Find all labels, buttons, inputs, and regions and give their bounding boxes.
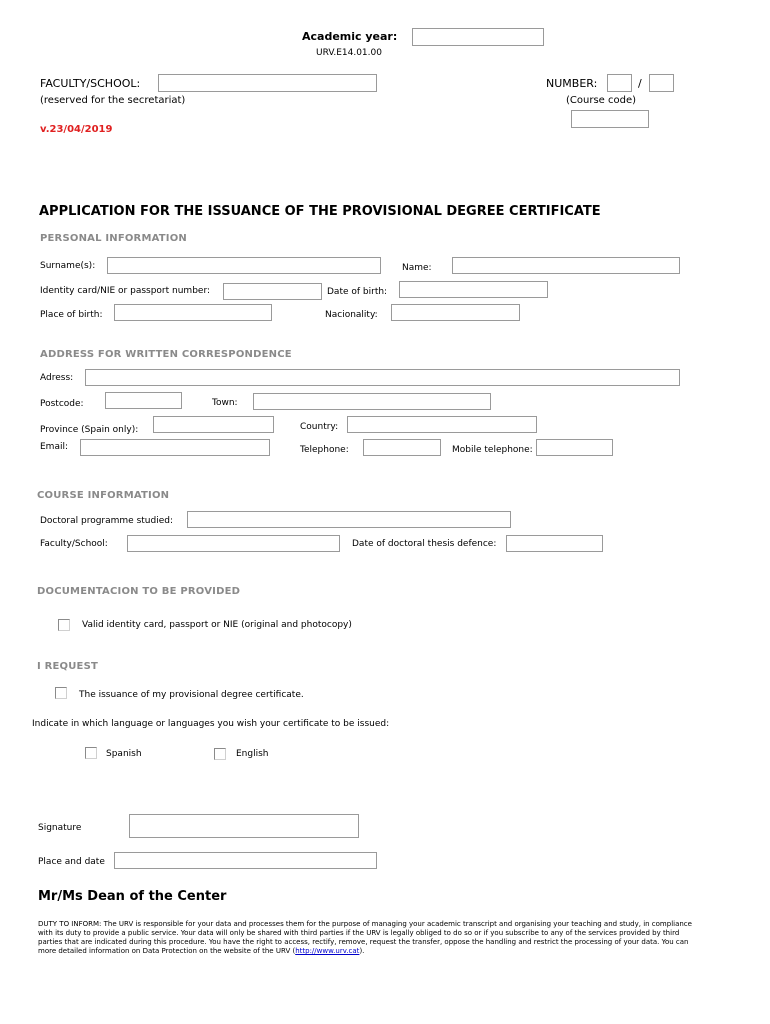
id-field[interactable] (223, 283, 322, 300)
language-prompt: Indicate in which language or languages you wish your certificate to be issued: (32, 719, 390, 729)
nationality-label: Nacionality: (325, 310, 378, 320)
mobile-label: Mobile telephone: (452, 445, 533, 455)
legal-end: ). (359, 947, 365, 955)
request-item: The issuance of my provisional degree certificate. (79, 690, 304, 700)
programme-field[interactable] (187, 511, 511, 528)
country-field[interactable] (347, 416, 537, 433)
faculty-school-field[interactable] (158, 74, 377, 92)
address-heading: ADDRESS FOR WRITTEN CORRESPONDENCE (40, 349, 292, 360)
town-field[interactable] (253, 393, 491, 410)
version-label: v.23/04/2019 (40, 124, 113, 135)
form-title: APPLICATION FOR THE ISSUANCE OF THE PROVISIONAL DEGREE CERTIFICATE (39, 204, 601, 219)
email-field[interactable] (80, 439, 270, 456)
telephone-label: Telephone: (300, 445, 349, 455)
addressee: Mr/Ms Dean of the Center (38, 889, 227, 904)
address-field[interactable] (85, 369, 680, 386)
spanish-label: Spanish (106, 749, 142, 759)
postcode-field[interactable] (105, 392, 182, 409)
english-checkbox[interactable] (214, 748, 226, 760)
defence-label: Date of doctoral thesis defence: (352, 539, 497, 549)
academic-year-label: Academic year: (302, 30, 398, 43)
town-label: Town: (212, 398, 238, 408)
personal-info-heading: PERSONAL INFORMATION (40, 233, 187, 244)
request-heading: I REQUEST (37, 661, 99, 672)
signature-label: Signature (38, 823, 82, 833)
legal-text: DUTY TO INFORM: The URV is responsible for your data and processes them for the purpose of managing your academic transcript and organising your teaching and study, in compliance with its duty to provide a public service. Your data will only be shared with third parties if the URV is legally obliged to do so or if you subscribe to any of the services provided by third parties that are indicated during this procedure. You have the right to access, rectify, remove, request the transfer, oppose the handling and restrict the processing of your data. You can more detailed information on Data Protection on the website of the URV ( (38, 920, 692, 955)
dob-field[interactable] (399, 281, 548, 298)
course-faculty-label: Faculty/School: (40, 539, 108, 549)
course-code-field[interactable] (571, 110, 649, 128)
spanish-checkbox[interactable] (85, 747, 97, 759)
urv-link[interactable]: http://www.urv.cat (295, 947, 360, 955)
place-date-field[interactable] (114, 852, 377, 869)
programme-label: Doctoral programme studied: (40, 516, 173, 526)
documentation-checkbox[interactable] (58, 619, 70, 631)
documentation-heading: DOCUMENTACION TO BE PROVIDED (37, 586, 241, 597)
pob-label: Place of birth: (40, 310, 103, 320)
academic-year-field[interactable] (412, 28, 544, 46)
country-label: Country: (300, 422, 339, 432)
province-label: Province (Spain only): (40, 425, 139, 435)
number-separator: / (638, 77, 642, 90)
name-field[interactable] (452, 257, 680, 274)
province-field[interactable] (153, 416, 274, 433)
pob-field[interactable] (114, 304, 272, 321)
place-date-label: Place and date (38, 857, 105, 867)
signature-field[interactable] (129, 814, 359, 838)
telephone-field[interactable] (363, 439, 441, 456)
form-code: URV.E14.01.00 (316, 48, 382, 58)
postcode-label: Postcode: (40, 399, 84, 409)
duty-to-inform (38, 920, 698, 956)
reserved-note: (reserved for the secretariat) (40, 95, 186, 106)
course-faculty-field[interactable] (127, 535, 340, 552)
documentation-item: Valid identity card, passport or NIE (original and photocopy) (82, 620, 352, 630)
mobile-field[interactable] (536, 439, 613, 456)
name-label: Name: (402, 263, 432, 273)
id-label: Identity card/NIE or passport number: (40, 286, 211, 296)
dob-label: Date of birth: (327, 287, 388, 297)
defence-field[interactable] (506, 535, 603, 552)
address-label: Adress: (40, 373, 74, 383)
course-code-note: (Course code) (566, 95, 637, 106)
request-checkbox[interactable] (55, 687, 67, 699)
nationality-field[interactable] (391, 304, 520, 321)
email-label: Email: (40, 442, 69, 452)
course-heading: COURSE INFORMATION (37, 490, 170, 501)
number-field-1[interactable] (607, 74, 632, 92)
number-label: NUMBER: (546, 77, 598, 90)
number-field-2[interactable] (649, 74, 674, 92)
faculty-school-label: FACULTY/SCHOOL: (40, 77, 141, 90)
english-label: English (236, 749, 269, 759)
surname-field[interactable] (107, 257, 381, 274)
surname-label: Surname(s): (40, 261, 96, 271)
